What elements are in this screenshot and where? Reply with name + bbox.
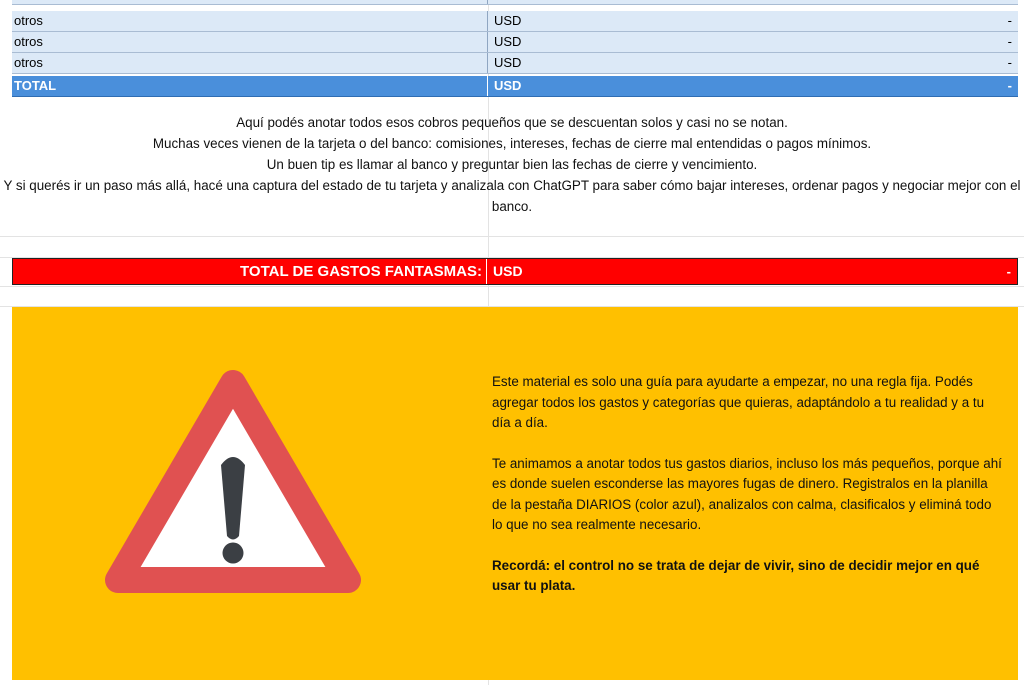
panel-paragraph: Te animamos a anotar todos tus gastos diarios, incluso los más pequeños, porque ahí es donde suelen esconderse las mayores fugas de dinero. Registralos en la planilla de la pestaña DIARIOS (color azul), analizalos con calma, clasificalos y eliminá todo lo que no sea realmente necesario. [492,455,1002,532]
category-cell[interactable]: otros [12,53,488,73]
ghost-expenses-value: - [1006,264,1011,279]
table-row[interactable] [12,32,1018,53]
currency-cell[interactable] [488,11,1018,31]
category-cell[interactable]: otros [12,11,488,31]
ghost-expenses-total-row[interactable] [12,258,1018,285]
category-cell[interactable] [12,0,488,4]
currency-label: USD [494,34,522,49]
table-row[interactable] [12,0,1018,5]
currency-cell[interactable] [488,0,1018,4]
ghost-expenses-currency[interactable]: USD [493,263,523,279]
currency-cell[interactable] [488,32,1018,52]
grid-line [0,236,1024,237]
info-note[interactable] [0,112,1024,217]
currency-label: USD [494,55,522,70]
table-row[interactable] [12,53,1018,74]
note-line: Un buen tip es llamar al banco y preguntar bien las fechas de cierre y vencimiento. [266,157,758,172]
currency-label: USD [494,78,522,93]
panel-reminder: Recordá: el control no se trata de dejar de vivir, sino de decidir mejor en qué usar tu plata. [492,557,980,593]
table-row[interactable] [12,11,1018,32]
panel-text [492,372,1002,597]
total-currency-cell[interactable] [488,76,1018,96]
total-row[interactable] [12,76,1018,97]
currency-cell[interactable] [488,53,1018,73]
amount-value: - [1007,34,1012,49]
amount-value: - [1007,13,1012,28]
amount-value: - [1007,55,1012,70]
warning-panel[interactable] [12,307,1018,680]
note-line: Muchas veces vienen de la tarjeta o del banco: comisiones, intereses, fechas de cierre mal entendidas o pagos mínimos. [152,136,872,151]
note-line: Aquí podés anotar todos esos cobros pequeños que se descuentan solos y casi no se notan. [236,115,788,130]
ghost-expenses-label[interactable]: TOTAL DE GASTOS FANTASMAS: [13,259,487,284]
warning-triangle-icon [102,365,364,603]
panel-paragraph: Este material es solo una guía para ayudarte a empezar, no una regla fija. Podés agregar todos los gastos y categorías que quieras, adaptándolo a tu realidad y a tu día a día. [492,374,985,430]
note-line: Y si querés ir un paso más allá, hacé una captura del estado de tu tarjeta y analizala con ChatGPT para saber cómo bajar intereses, ordenar pagos y negociar mejor con el banco. [3,178,1021,214]
total-label[interactable]: TOTAL [12,76,488,96]
grid-line [0,286,1024,287]
total-value: - [1007,78,1012,93]
currency-label: USD [494,13,522,28]
category-cell[interactable]: otros [12,32,488,52]
